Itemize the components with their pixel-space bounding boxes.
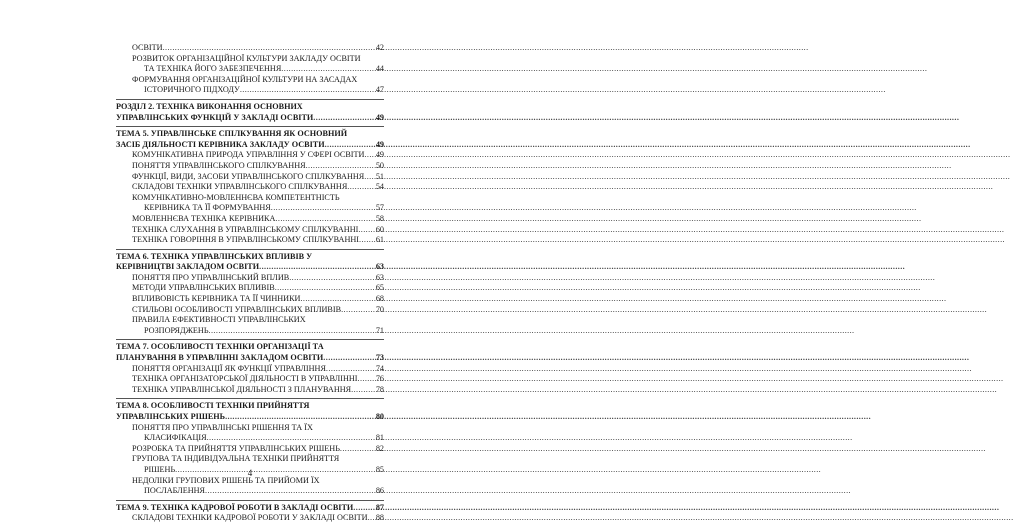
toc-entry-text: ТЕМА 5. УПРАВЛІНСЬКЕ СПІЛКУВАННЯ ЯК ОСНОВНИЙ — [116, 129, 348, 139]
toc-page-number: 49 — [375, 150, 384, 160]
dot-leader — [225, 412, 375, 423]
toc-page-number: 68 — [375, 294, 384, 304]
dot-leader — [340, 444, 375, 455]
toc-page-number: 78 — [375, 384, 384, 394]
toc-heading-entry — [116, 342, 384, 363]
toc-entry — [116, 315, 384, 336]
toc-entry-text: ПОСЛАБЛЕННЯ — [144, 486, 205, 496]
toc-continued-section — [116, 43, 384, 96]
toc-page-number: 61 — [375, 235, 384, 245]
toc-entry — [116, 364, 384, 375]
toc-entry — [116, 294, 384, 305]
toc-section — [116, 500, 384, 524]
toc-page-number: 88 — [375, 513, 384, 523]
dot-leader — [300, 294, 374, 305]
toc-page-number: 81 — [375, 433, 384, 443]
toc-page-number: 71 — [375, 325, 384, 335]
toc-page-number: 51 — [375, 171, 384, 181]
toc-entry-text: ПОНЯТТЯ УПРАВЛІНСЬКОГО СПІЛКУВАННЯ — [132, 160, 306, 170]
toc-entry — [116, 182, 384, 193]
toc-entry-line — [116, 182, 384, 193]
toc-entry — [116, 235, 384, 246]
toc-entry-line — [116, 43, 384, 54]
table-of-contents — [116, 43, 384, 527]
toc-entry-line — [116, 140, 384, 151]
toc-entry-text: ПРАВИЛА ЕФЕКТИВНОСТІ УПРАВЛІНСЬКИХ — [132, 315, 306, 325]
toc-page-number: 60 — [375, 224, 384, 234]
toc-entry-line — [116, 513, 384, 524]
toc-entry — [116, 513, 384, 524]
toc-entry-line — [116, 305, 384, 316]
toc-entry-text: ТА ТЕХНІКА ЙОГО ЗАБЕЗПЕЧЕННЯ — [144, 64, 282, 74]
dot-leader — [313, 113, 375, 124]
toc-entry-text: ФОРМУВАННЯ ОРГАНІЗАЦІЙНОЇ КУЛЬТУРИ НА ЗАСАДАХ — [132, 74, 358, 84]
toc-entry — [116, 43, 384, 54]
dot-leader — [347, 182, 375, 193]
toc-page-number: 86 — [375, 486, 384, 496]
toc-entry-line — [116, 235, 384, 246]
toc-entry — [116, 193, 384, 214]
toc-page-number: 47 — [375, 85, 384, 95]
toc-entry — [116, 476, 384, 497]
toc-page-number: 63 — [375, 262, 384, 272]
toc-entry — [116, 423, 384, 444]
dot-leader — [326, 364, 375, 375]
toc-page-number: 74 — [375, 363, 384, 373]
toc-entry-line — [116, 364, 384, 375]
toc-entry-text: РОЗДІЛ 2. ТЕХНІКА ВИКОНАННЯ ОСНОВНИХ — [116, 101, 303, 111]
toc-entry-line — [116, 262, 384, 273]
toc-page-number: 57 — [375, 203, 384, 213]
toc-entry-text: УПРАВЛІНСЬКИХ РІШЕНЬ — [116, 412, 226, 421]
toc-entry-line — [116, 486, 384, 497]
dot-leader — [306, 161, 375, 172]
toc-entry-line — [116, 503, 384, 514]
toc-heading-entry — [116, 401, 384, 422]
toc-entry-line — [116, 273, 384, 284]
toc-entry-text: ІСТОРИЧНОГО ПІДХОДУ — [144, 85, 240, 95]
toc-entry-text: РОЗПОРЯДЖЕНЬ — [144, 325, 209, 335]
toc-entry-line — [116, 113, 384, 124]
dot-leader — [271, 203, 375, 214]
toc-entry-line — [116, 203, 384, 214]
toc-entry-text: МОВЛЕННЄВА ТЕХНІКА КЕРІВНИКА — [132, 213, 276, 223]
toc-entry-text: ГРУПОВА ТА ІНДИВІДУАЛЬНА ТЕХНІКИ ПРИЙНЯТТЯ — [132, 454, 340, 464]
toc-entry-text: ТЕМА 7. ОСОБЛИВОСТІ ТЕХНІКИ ОРГАНІЗАЦІЇ ТА — [116, 342, 324, 352]
toc-heading-entry — [116, 252, 384, 273]
toc-entry-text: УПРАВЛІНСЬКИХ ФУНКЦІЙ У ЗАКЛАДІ ОСВІТИ — [116, 112, 314, 122]
dot-leader — [359, 235, 375, 246]
toc-page-number: 65 — [375, 283, 384, 293]
toc-entry-text: РІШЕНЬ — [144, 464, 176, 474]
toc-entry-line — [116, 150, 384, 161]
toc-entry — [116, 225, 384, 236]
dot-leader — [341, 305, 375, 316]
toc-entry-line — [116, 374, 384, 385]
toc-entry-text: ТЕХНІКА ГОВОРІННЯ В УПРАВЛІНСЬКОМУ СПІЛКУВАННІ — [132, 235, 359, 245]
toc-entry — [116, 283, 384, 294]
toc-entry-line — [116, 214, 384, 225]
toc-heading-entry — [116, 129, 384, 150]
toc-entry-text: ТЕХНІКА УПРАВЛІНСЬКОЇ ДІЯЛЬНОСТІ З ПЛАНУВАННЯ — [132, 384, 352, 394]
dot-leader — [163, 43, 375, 54]
toc-entry-text: ПОНЯТТЯ ПРО УПРАВЛІНСЬКІ РІШЕННЯ ТА ЇХ — [132, 422, 313, 432]
toc-entry — [116, 444, 384, 455]
toc-page-number: 73 — [375, 353, 384, 363]
dot-leader — [240, 85, 375, 96]
dot-leader — [325, 140, 375, 151]
toc-entry-line — [116, 64, 384, 75]
toc-page-number: 63 — [375, 272, 384, 282]
toc-entry-line — [116, 225, 384, 236]
toc-entry-line — [116, 326, 384, 337]
dot-leader — [205, 486, 375, 497]
dot-leader — [275, 283, 375, 294]
toc-entry-line — [116, 353, 384, 364]
toc-entry — [116, 172, 384, 183]
dot-leader — [358, 374, 375, 385]
toc-entry-text: ТЕХНІКА ОРГАНІЗАТОРСЬКОЇ ДІЯЛЬНОСТІ В УПРАВЛІННІ — [132, 374, 358, 384]
toc-page-number: 80 — [375, 412, 384, 421]
toc-entry — [116, 273, 384, 284]
toc-entry-text: КЕРІВНИЦТВІ ЗАКЛАДОМ ОСВІТИ — [116, 262, 260, 272]
toc-entry-line — [116, 433, 384, 444]
dot-leader — [259, 262, 375, 273]
book-page — [0, 0, 500, 523]
toc-section — [116, 126, 384, 246]
toc-page-number: 54 — [375, 182, 384, 192]
toc-entry — [116, 305, 384, 316]
dot-leader — [351, 385, 375, 396]
toc-page-number: 76 — [375, 374, 384, 384]
dot-leader — [209, 326, 375, 337]
dot-leader — [353, 503, 375, 514]
toc-entry-line — [116, 294, 384, 305]
toc-page-number: 58 — [375, 213, 384, 223]
toc-section — [116, 99, 384, 123]
toc-entry-text: СТИЛЬОВІ ОСОБЛИВОСТІ УПРАВЛІНСЬКИХ ВПЛИВІВ — [132, 304, 342, 314]
toc-entry-line — [116, 283, 384, 294]
toc-page-number: 50 — [375, 160, 384, 170]
toc-entry-text: ТЕХНІКА СЛУХАННЯ В УПРАВЛІНСЬКОМУ СПІЛКУВАННІ — [132, 224, 359, 234]
dot-leader — [368, 513, 375, 524]
dot-leader — [281, 64, 375, 75]
toc-entry-text: СКЛАДОВІ ТЕХНІКИ УПРАВЛІНСЬКОГО СПІЛКУВАННЯ — [132, 182, 348, 192]
toc-entry-line — [116, 161, 384, 172]
toc-page-number: 49 — [375, 139, 384, 149]
dot-leader — [364, 172, 375, 183]
toc-entry-text: ОСВІТИ — [132, 43, 163, 52]
dot-leader — [364, 150, 374, 161]
toc-entry-line — [116, 412, 384, 423]
toc-entry-text: ТЕМА 8. ОСОБЛИВОСТІ ТЕХНІКИ ПРИЙНЯТТЯ — [116, 401, 310, 411]
page-number: 4 — [247, 468, 253, 478]
toc-page-number: 85 — [375, 464, 384, 474]
toc-entry-line — [116, 172, 384, 183]
toc-page-number: 87 — [375, 502, 384, 512]
toc-entry — [116, 374, 384, 385]
toc-page-number: 49 — [375, 112, 384, 122]
toc-entry — [116, 161, 384, 172]
toc-page-number: 82 — [375, 443, 384, 453]
toc-entry — [116, 54, 384, 75]
dot-leader — [358, 225, 374, 236]
toc-entry-text: КЕРІВНИКА ТА ЇЇ ФОРМУВАННЯ — [144, 203, 271, 213]
toc-entry-text: ТЕМА 6. ТЕХНІКА УПРАВЛІНСЬКИХ ВПЛИВІВ У — [116, 251, 313, 261]
toc-page-number: 70 — [375, 304, 384, 314]
dot-leader — [207, 433, 375, 444]
toc-entry-line — [116, 444, 384, 455]
toc-entry-text: ПОНЯТТЯ ОРГАНІЗАЦІЇ ЯК ФУНКЦІЇ УПРАВЛІННЯ — [132, 363, 326, 373]
toc-entry-text: СКЛАДОВІ ТЕХНІКИ КАДРОВОЇ РОБОТИ У ЗАКЛАДІ ОСВІТИ — [132, 513, 368, 523]
toc-entry-text: МЕТОДИ УПРАВЛІНСЬКИХ ВПЛИВІВ — [132, 283, 275, 293]
toc-entry-text: КОМУНІКАТИВНО-МОВЛЕННЄВА КОМПЕТЕНТНІСТЬ — [132, 192, 340, 202]
toc-entry — [116, 385, 384, 396]
dot-leader — [323, 353, 375, 364]
toc-entry-text: РОЗВИТОК ОРГАНІЗАЦІЙНОЇ КУЛЬТУРИ ЗАКЛАДУ ОСВІТИ — [132, 53, 361, 63]
toc-entry-text: КЛАСИФІКАЦІЯ — [144, 433, 207, 443]
dot-leader — [275, 214, 374, 225]
toc-entry-line — [116, 85, 384, 96]
toc-entry — [116, 214, 384, 225]
toc-entry-text: ТЕМА 9. ТЕХНІКА КАДРОВОЇ РОБОТИ В ЗАКЛАДІ ОСВІТИ — [116, 502, 354, 512]
toc-entry-line — [116, 385, 384, 396]
toc-entry-text: ПЛАНУВАННЯ В УПРАВЛІННІ ЗАКЛАДОМ ОСВІТИ — [116, 353, 324, 363]
toc-heading-entry — [116, 102, 384, 123]
toc-entry — [116, 150, 384, 161]
toc-entry — [116, 75, 384, 96]
toc-entry-text: НЕДОЛІКИ ГРУПОВИХ РІШЕНЬ ТА ПРИЙОМИ ЇХ — [132, 475, 320, 485]
dot-leader — [289, 273, 375, 284]
toc-entry-text: ЗАСІБ ДІЯЛЬНОСТІ КЕРІВНИКА ЗАКЛАДУ ОСВІТИ — [116, 139, 325, 149]
toc-page-number: 42 — [375, 43, 384, 52]
toc-entry-text: РОЗРОБКА ТА ПРИЙНЯТТЯ УПРАВЛІНСЬКИХ РІШЕНЬ — [132, 443, 340, 453]
toc-section — [116, 339, 384, 395]
toc-entry-text: КОМУНІКАТИВНА ПРИРОДА УПРАВЛІННЯ У СФЕРІ ОСВІТИ — [132, 150, 365, 160]
toc-section — [116, 398, 384, 496]
toc-page-number: 44 — [375, 64, 384, 74]
toc-entry-text: ВПЛИВОВІСТЬ КЕРІВНИКА ТА ЇЇ ЧИННИКИ — [132, 294, 301, 304]
toc-entry-text: ПОНЯТТЯ ПРО УПРАВЛІНСЬКИЙ ВПЛИВ — [132, 272, 290, 282]
toc-section — [116, 249, 384, 337]
toc-heading-entry — [116, 503, 384, 514]
toc-entry-text: ФУНКЦІЇ, ВИДИ, ЗАСОБИ УПРАВЛІНСЬКОГО СПІЛКУВАННЯ — [132, 171, 365, 181]
